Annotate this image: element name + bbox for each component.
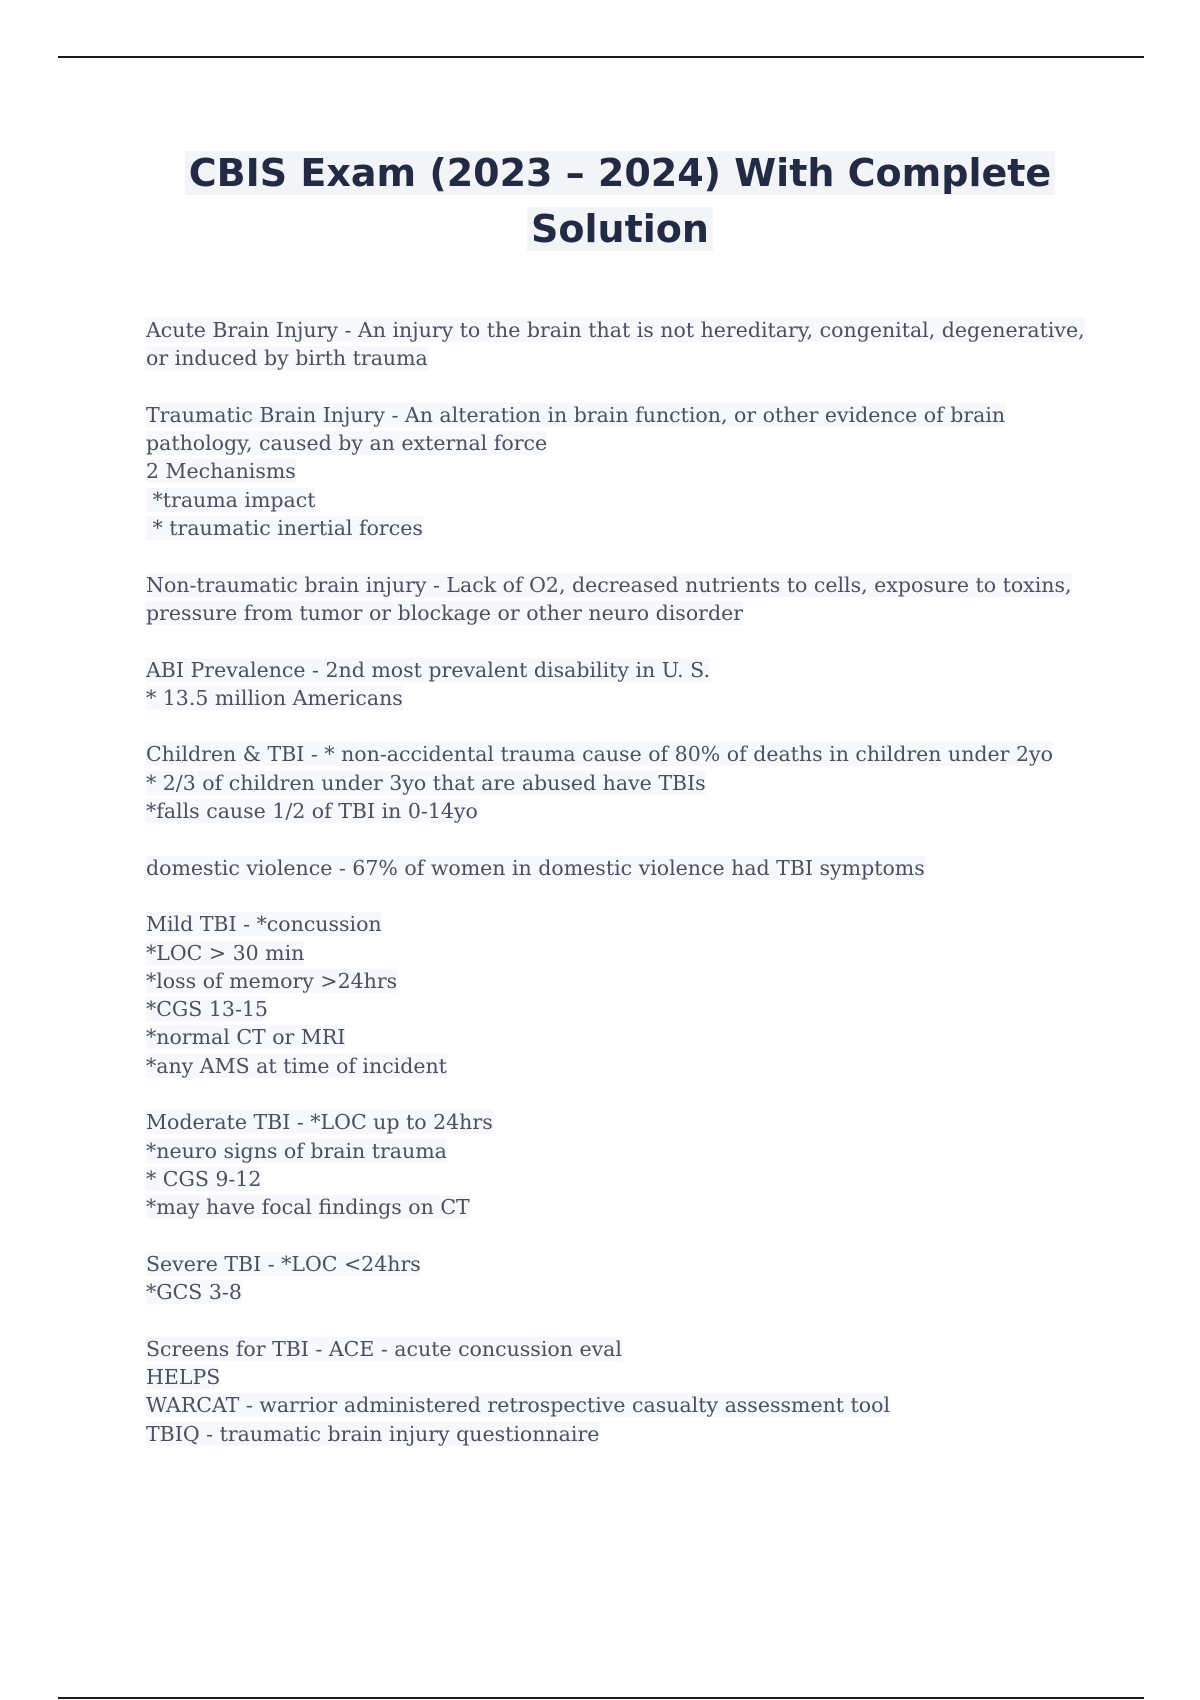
entry-text: *CGS 13-15: [146, 997, 268, 1022]
entry-text: *falls cause 1/2 of TBI in 0-14yo: [146, 799, 478, 824]
entry-detail-line: [146, 1052, 1086, 1080]
entry-detail-line: [146, 344, 1086, 372]
entry-detail-line: [146, 457, 1086, 485]
entry-detail-line: [146, 995, 1086, 1023]
entry-text: * CGS 9-12: [146, 1166, 262, 1191]
entry-text: *loss of memory >24hrs: [146, 968, 398, 993]
entry-text: Screens for TBI - ACE - acute concussion eval: [146, 1336, 622, 1361]
entry-detail-line: [146, 797, 1086, 825]
entry-term-line: [146, 1250, 1086, 1278]
entry-text: *trauma impact: [146, 487, 316, 512]
entry-text: * 13.5 million Americans: [146, 685, 403, 710]
entry-text: *neuro signs of brain trauma: [146, 1138, 447, 1163]
title-line-1: CBIS Exam (2023 – 2024) With Complete: [185, 151, 1055, 195]
flashcard-entry: [146, 401, 1086, 542]
entry-detail-line: [146, 599, 1086, 627]
entry-detail-line: [146, 1391, 1086, 1419]
entry-text: Traumatic Brain Injury - An alteration in brain function, or other evidence of brain: [146, 402, 1006, 427]
entry-detail-line: [146, 514, 1086, 542]
entry-term-line: [146, 740, 1086, 768]
flashcard-entry: [146, 910, 1086, 1080]
entry-detail-line: [146, 684, 1086, 712]
entry-text: WARCAT - warrior administered retrospective casualty assessment tool: [146, 1393, 891, 1418]
entry-detail-line: [146, 1278, 1086, 1306]
header-rule: [58, 56, 1144, 58]
entry-text: 2 Mechanisms: [146, 459, 296, 484]
footer-rule: [58, 1697, 1144, 1699]
entry-text: TBIQ - traumatic brain injury questionnaire: [146, 1421, 600, 1446]
entry-term-line: [146, 910, 1086, 938]
flashcard-entry: [146, 740, 1086, 825]
entry-detail-line: [146, 486, 1086, 514]
entry-text: *LOC > 30 min: [146, 940, 305, 965]
entry-term-line: [146, 401, 1086, 429]
flashcard-entry: [146, 1250, 1086, 1307]
entry-text: Children & TBI - * non-accidental trauma cause of 80% of deaths in children under 2yo: [146, 742, 1053, 767]
entry-text: Acute Brain Injury - An injury to the brain that is not hereditary, congenital, degenerative,: [146, 318, 1085, 342]
entry-detail-line: [146, 429, 1086, 457]
entry-detail-line: [146, 1193, 1086, 1221]
entry-text: * traumatic inertial forces: [146, 516, 423, 541]
flashcard-entry: [146, 1108, 1086, 1221]
entry-text: *normal CT or MRI: [146, 1025, 346, 1050]
entry-detail-line: [146, 1420, 1086, 1448]
entry-text: Moderate TBI - *LOC up to 24hrs: [146, 1110, 493, 1135]
entry-term-line: [146, 1108, 1086, 1136]
entry-text: pathology, caused by an external force: [146, 431, 548, 456]
entry-text: or induced by birth trauma: [146, 346, 428, 371]
flashcard-entry: [146, 854, 1086, 882]
entry-term-line: [146, 571, 1086, 599]
document-body: [146, 316, 1086, 1476]
entry-text: *may have focal findings on CT: [146, 1195, 470, 1220]
entry-term-line: [146, 854, 1086, 882]
entry-term-line: [146, 316, 1086, 344]
flashcard-entry: [146, 571, 1086, 628]
entry-text: Non-traumatic brain injury - Lack of O2, decreased nutrients to cells, exposure to toxins,: [146, 572, 1072, 597]
entry-text: Mild TBI - *concussion: [146, 912, 382, 937]
entry-text: domestic violence - 67% of women in domestic violence had TBI symptoms: [146, 855, 925, 880]
entry-text: pressure from tumor or blockage or other neuro disorder: [146, 600, 744, 625]
flashcard-entry: [146, 656, 1086, 713]
entry-text: *any AMS at time of incident: [146, 1053, 447, 1078]
entry-detail-line: [146, 1363, 1086, 1391]
entry-text: ABI Prevalence - 2nd most prevalent disability in U. S.: [146, 657, 711, 682]
flashcard-entry: [146, 1335, 1086, 1448]
entry-detail-line: [146, 769, 1086, 797]
title-line-2: Solution: [527, 207, 713, 251]
entry-term-line: [146, 656, 1086, 684]
entry-detail-line: [146, 1023, 1086, 1051]
entry-text: * 2/3 of children under 3yo that are abused have TBIs: [146, 770, 706, 795]
entry-text: *GCS 3-8: [146, 1280, 242, 1305]
flashcard-entry: [146, 316, 1086, 373]
entry-text: Severe TBI - *LOC <24hrs: [146, 1251, 421, 1276]
entry-detail-line: [146, 1165, 1086, 1193]
entry-term-line: [146, 1335, 1086, 1363]
entry-text: HELPS: [146, 1364, 221, 1389]
entry-detail-line: [146, 1137, 1086, 1165]
entry-detail-line: [146, 967, 1086, 995]
entry-detail-line: [146, 939, 1086, 967]
document-title: [140, 145, 1100, 257]
